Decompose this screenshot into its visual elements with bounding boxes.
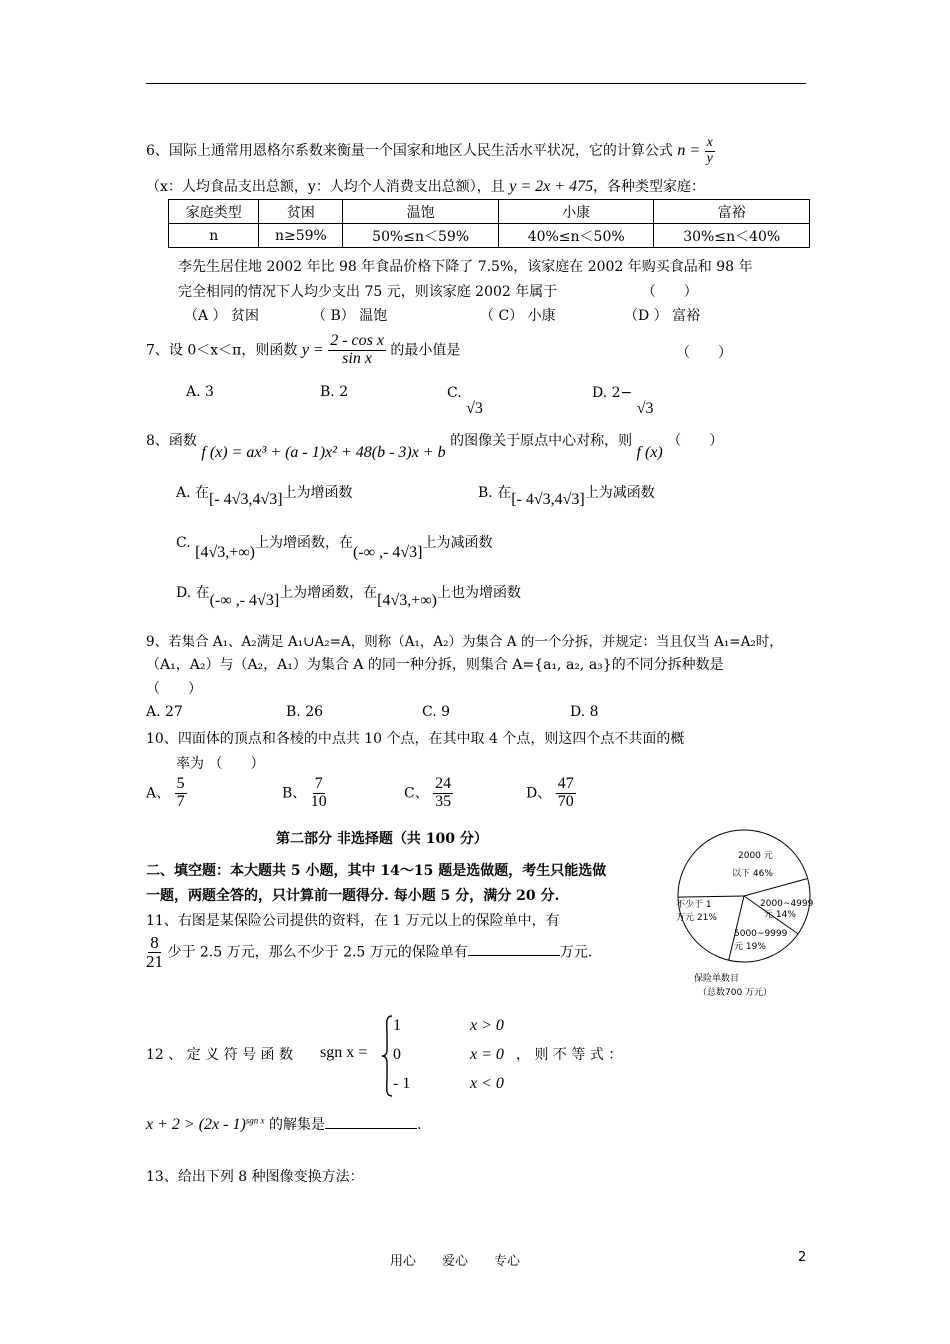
q8-a-pre: A. 在: [176, 485, 210, 501]
pie-label-1b: 以下 46%: [732, 869, 773, 879]
q6-option-a: （A ） 贫困: [184, 308, 260, 324]
q10-c-label: C、: [404, 785, 429, 802]
frac-num: 24: [435, 775, 452, 792]
q6-text4: 完全相同的情况下人均少支出 75 元，则该家庭 2002 年属于: [178, 284, 558, 300]
q8-paren: （ ）: [667, 433, 724, 449]
q7-c-value: √3: [466, 400, 483, 417]
table-cell: n: [169, 224, 259, 248]
q12-case2-value: 0: [393, 1046, 401, 1063]
q13-line1: 13、给出下列 8 种图像变换方法：: [146, 1169, 364, 1185]
q6-option-b: （ B） 温饱: [312, 308, 388, 324]
q10-d-fraction: [556, 776, 576, 811]
q8-prefix: 8、函数: [146, 433, 197, 449]
q7-option-d: [592, 384, 654, 417]
table-row: [169, 224, 810, 248]
footer-motto: 用心 爱心 专心: [390, 1254, 521, 1269]
q11-line1: 11、右图是某保险公司提供的资料，在 1 万元以上的保险单中，有: [146, 913, 560, 929]
pie-label-4b: 万元 21%: [676, 913, 717, 923]
q8-c-interval1: [4√3,+∞): [195, 544, 255, 561]
q10-b-fraction: [311, 776, 327, 811]
q7-d-label: D. 2−: [592, 385, 633, 401]
frac-den: 7: [176, 792, 185, 810]
q10-a-label: A、: [146, 785, 171, 802]
q10-d-label: D、: [526, 785, 552, 802]
q11-fraction: [146, 934, 163, 971]
pie-label-4a: 不少于 1: [676, 900, 712, 910]
q12-case1-value: 1: [393, 1017, 401, 1034]
q8-option-d: [176, 582, 522, 609]
q11-text2b: 万元.: [559, 944, 593, 961]
q9-text2: （A₁，A₂）与（A₂，A₁）为集合 A 的同一种分拆，则集合 A={a₁, a₂, a₃}: [146, 657, 612, 673]
q8-option-a: [176, 482, 353, 508]
q12-case1-cond: x > 0: [470, 1017, 504, 1034]
q7-option-a: A. 3: [186, 384, 214, 400]
q12-suffix: ， 则 不 等 式 ：: [516, 1047, 623, 1063]
q8-stem: [146, 430, 724, 461]
q7-stem: [146, 333, 460, 368]
q8-function: f (x) = ax³ + (a - 1)x² + 48(b - 3)x + b: [201, 444, 446, 461]
q12-case2-cond: x = 0: [470, 1046, 504, 1063]
q6-frac-num: x: [706, 135, 713, 150]
q8-d-interval1: (-∞ ,- 4√3]: [209, 592, 280, 609]
q6-text2b: ，各种类型家庭：: [593, 179, 706, 195]
table-cell: 40%≤n＜50%: [498, 224, 654, 248]
q12-sgn: sgn x =: [320, 1044, 368, 1061]
q10-line1: 10、四面体的顶点和各棱的中点共 10 个点，在其中取 4 个点，则这四个点不共面的概: [146, 731, 685, 747]
frac-num: 8: [150, 933, 159, 952]
pie-label-3a: 5000~9999: [734, 929, 788, 939]
q9-line2: [146, 654, 724, 674]
q8-b-interval: [- 4√3,4√3]: [511, 491, 585, 508]
q8-b-pre: B. 在: [478, 485, 512, 501]
q11-text2: 少于 2.5 万元，那么不少于 2.5 万元的保险单有: [167, 944, 468, 961]
q12-text2b: 的解集是: [268, 1117, 325, 1133]
q9-option-b: B. 26: [286, 704, 324, 720]
table-cell: 家庭类型: [169, 200, 259, 224]
frac-num: 7: [314, 775, 323, 792]
q12-exponent: sgn x: [245, 1115, 265, 1126]
q6-text2: （x：人均食品支出总额，y：人均个人消费支出总额），且: [146, 179, 505, 195]
q6-option-d: （D ） 富裕: [624, 308, 701, 324]
q10-line2: 率为 （ ）: [176, 756, 265, 772]
pie-label-2a: 2000~4999: [760, 899, 814, 909]
q8-a-interval: [- 4√3,4√3]: [209, 491, 283, 508]
part2-title: 第二部分 非选择题（共 100 分）: [276, 831, 488, 847]
q12-prefix: 12 、 定 义 符 号 函 数: [146, 1047, 293, 1063]
q7-den: sin x: [342, 349, 372, 367]
q12-case3-value: - 1: [393, 1075, 411, 1092]
answer-blank[interactable]: [468, 941, 560, 956]
q7-fraction: [328, 333, 386, 368]
q7-option-c: [447, 384, 483, 417]
q6-formula-lhs: n =: [677, 142, 701, 160]
q10-option-b: [282, 776, 327, 811]
q6-formula2: y = 2x + 475: [509, 178, 594, 195]
frac-den: 10: [310, 792, 327, 810]
table-cell: 温饱: [343, 200, 499, 224]
q7-d-value: √3: [636, 400, 654, 417]
q6-frac-den: y: [706, 150, 713, 166]
insurance-pie-chart: [672, 828, 822, 1000]
q6-table: [168, 199, 810, 248]
q7-num: 2 - cos x: [330, 332, 384, 349]
q11-line2: [146, 934, 592, 971]
q8-option-c: [176, 532, 493, 561]
q6-text: 6、国际上通常用恩格尔系数来衡量一个国家和地区人民生活水平状况，它的计算公式: [146, 143, 673, 160]
q9-text2b: 的不同分拆种数是: [611, 657, 724, 673]
answer-paren: （ ）: [641, 284, 698, 300]
q10-a-fraction: [175, 776, 187, 811]
fill-intro-line2: 一题，两题全答的，只计算前一题得分. 每小题 5 分，满分 20 分.: [146, 888, 560, 904]
q12-end: .: [416, 1117, 422, 1133]
table-cell: 贫困: [259, 200, 343, 224]
q9-paren: （ ）: [146, 681, 202, 697]
q7-suffix: 的最小值是: [390, 342, 461, 359]
q10-b-label: B、: [282, 785, 307, 802]
q8-c-pre: C.: [176, 535, 191, 551]
frac-den: 21: [146, 951, 163, 971]
pie-caption: 保险单数目: [694, 974, 740, 984]
fill-intro-line1: 二、填空题：本大题共 5 小题，其中 14～15 题是选做题，考生只能选做: [146, 863, 607, 879]
table-header-row: [169, 200, 810, 224]
table-cell: 富裕: [654, 200, 810, 224]
q6-line3: 李先生居住地 2002 年比 98 年食品价格下降了 7.5%，该家庭在 2002 年购买食品和 98 年: [178, 259, 753, 275]
q6-line4: [178, 281, 698, 301]
q9-line1: 9、若集合 A₁、A₂满足 A₁∪A₂=A，则称（A₁，A₂）为集合 A 的一个分拆，并规定：当且仅当 A₁=A₂时，: [146, 634, 783, 650]
frac-num: 47: [557, 775, 574, 792]
pie-label-2b: 元 14%: [764, 910, 796, 920]
q8-fx: f (x): [636, 444, 663, 461]
q8-d-pre: D. 在: [176, 585, 210, 601]
table-cell: 30%≤n＜40%: [654, 224, 810, 248]
q7-prefix: 7、设 0＜x＜π，则函数: [146, 342, 298, 359]
q10-option-d: [526, 776, 576, 811]
q8-d-interval2: [4√3,+∞): [377, 592, 438, 609]
q7-paren: （ ）: [676, 345, 732, 361]
q8-mid: 的图像关于原点中心对称，则: [450, 433, 633, 449]
q8-c-mid: 上为增函数，在: [255, 535, 353, 551]
q9-option-c: C. 9: [422, 704, 451, 720]
frac-den: 70: [557, 792, 574, 810]
table-cell: 小康: [498, 200, 654, 224]
q7-c-label: C.: [447, 385, 462, 401]
frac-den: 35: [435, 792, 452, 810]
table-cell: n≥59%: [259, 224, 343, 248]
q8-a-suf: 上为增函数: [282, 485, 353, 501]
q8-c-interval2: (-∞ ,- 4√3]: [353, 544, 423, 561]
q9-option-a: A. 27: [146, 704, 183, 720]
pie-subcaption: （总数700 万元）: [698, 988, 773, 998]
header-rule: [146, 83, 806, 84]
page-number: 2: [798, 1250, 807, 1265]
q10-option-c: [404, 776, 453, 811]
q6-fraction: [705, 136, 715, 166]
q6-option-c: （ C） 小康: [480, 308, 556, 324]
q10-option-a: [146, 776, 187, 811]
q8-c-suf: 上为减函数: [422, 535, 493, 551]
q7-y: y =: [301, 341, 324, 359]
q12-line2: [146, 1114, 421, 1134]
q12-case3-cond: x < 0: [470, 1075, 504, 1092]
frac-num: 5: [176, 775, 185, 792]
table-cell: 50%≤n＜59%: [343, 224, 499, 248]
q8-d-mid: 上为增函数，在: [279, 585, 378, 601]
q7-option-b: B. 2: [320, 384, 349, 400]
q9-option-d: D. 8: [570, 704, 599, 720]
answer-blank[interactable]: [325, 1114, 417, 1129]
q10-c-fraction: [433, 776, 453, 811]
pie-label-1a: 2000 元: [738, 851, 773, 861]
q6-line1: [146, 136, 715, 166]
q8-option-b: [478, 482, 655, 508]
q8-b-suf: 上为减函数: [584, 485, 655, 501]
q8-d-suf: 上也为增函数: [437, 585, 522, 601]
pie-label-3b: 元 19%: [734, 942, 766, 952]
q12-inequality: x + 2 > (2x - 1): [146, 1116, 246, 1133]
q6-line2: [146, 176, 705, 196]
